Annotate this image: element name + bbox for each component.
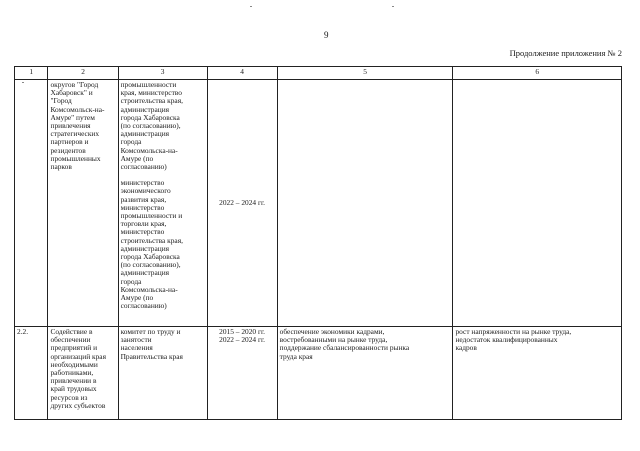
measures-table bbox=[14, 66, 622, 420]
column-header: 4 bbox=[207, 67, 277, 80]
table-header-row bbox=[15, 67, 622, 80]
column-header: 2 bbox=[48, 67, 118, 80]
appendix-continuation-label: Продолжение приложения № 2 bbox=[509, 48, 622, 58]
period-text: 2022 – 2024 гг. bbox=[219, 335, 266, 345]
result-cell bbox=[277, 80, 453, 327]
executor-text: министерство экономического развития края, министерство промышленности и торговли края, министерство строительства края, администрация города Хабаровска (по согласованию), администрация города Комсомольска-на- Амуре (по согласованию) bbox=[120, 178, 183, 311]
period-text: 2015 – 2020 гг. bbox=[219, 327, 266, 336]
executor-cell: комитет по труду и занятости населения Правительства края bbox=[118, 327, 207, 420]
executor-cell bbox=[118, 80, 207, 327]
column-header: 6 bbox=[453, 67, 622, 80]
risk-cell: рост напряженности на рынке труда, недостаток квалифицированных кадров bbox=[453, 327, 622, 420]
executor-text: промышленности края, министерство строительства края, администрация города Хабаровска (по согласованию), администрация города Комсомольска-на- Амуре (по согласованию) bbox=[120, 80, 183, 172]
result-cell: обеспечение экономики кадрами, востребованными на рынке труда, поддержание сбалансированности рынка труда края bbox=[277, 327, 453, 420]
row-number-cell bbox=[15, 80, 48, 327]
scan-speck bbox=[392, 6, 394, 7]
page-number: 9 bbox=[324, 30, 329, 40]
risk-cell bbox=[453, 80, 622, 327]
column-header: 5 bbox=[277, 67, 453, 80]
measure-cell: Содействие в обеспечении предприятий и организаций края необходимыми работниками, привлечении в край трудовых ресурсов из других субъектов bbox=[48, 327, 118, 420]
scan-speck bbox=[250, 6, 252, 7]
period-cell: 2022 – 2024 гг. bbox=[207, 80, 277, 327]
measure-cell: округов "Город Хабаровск" и "Город Комсомольск-на- Амуре" путем привлечения стратегических партнеров и резидентов промышленных парков bbox=[48, 80, 118, 327]
table-row bbox=[15, 80, 622, 327]
period-cell bbox=[207, 327, 277, 420]
column-header: 3 bbox=[118, 67, 207, 80]
column-header: 1 bbox=[15, 67, 48, 80]
row-number-cell: 2.2. bbox=[15, 327, 48, 420]
table-row bbox=[15, 327, 622, 420]
